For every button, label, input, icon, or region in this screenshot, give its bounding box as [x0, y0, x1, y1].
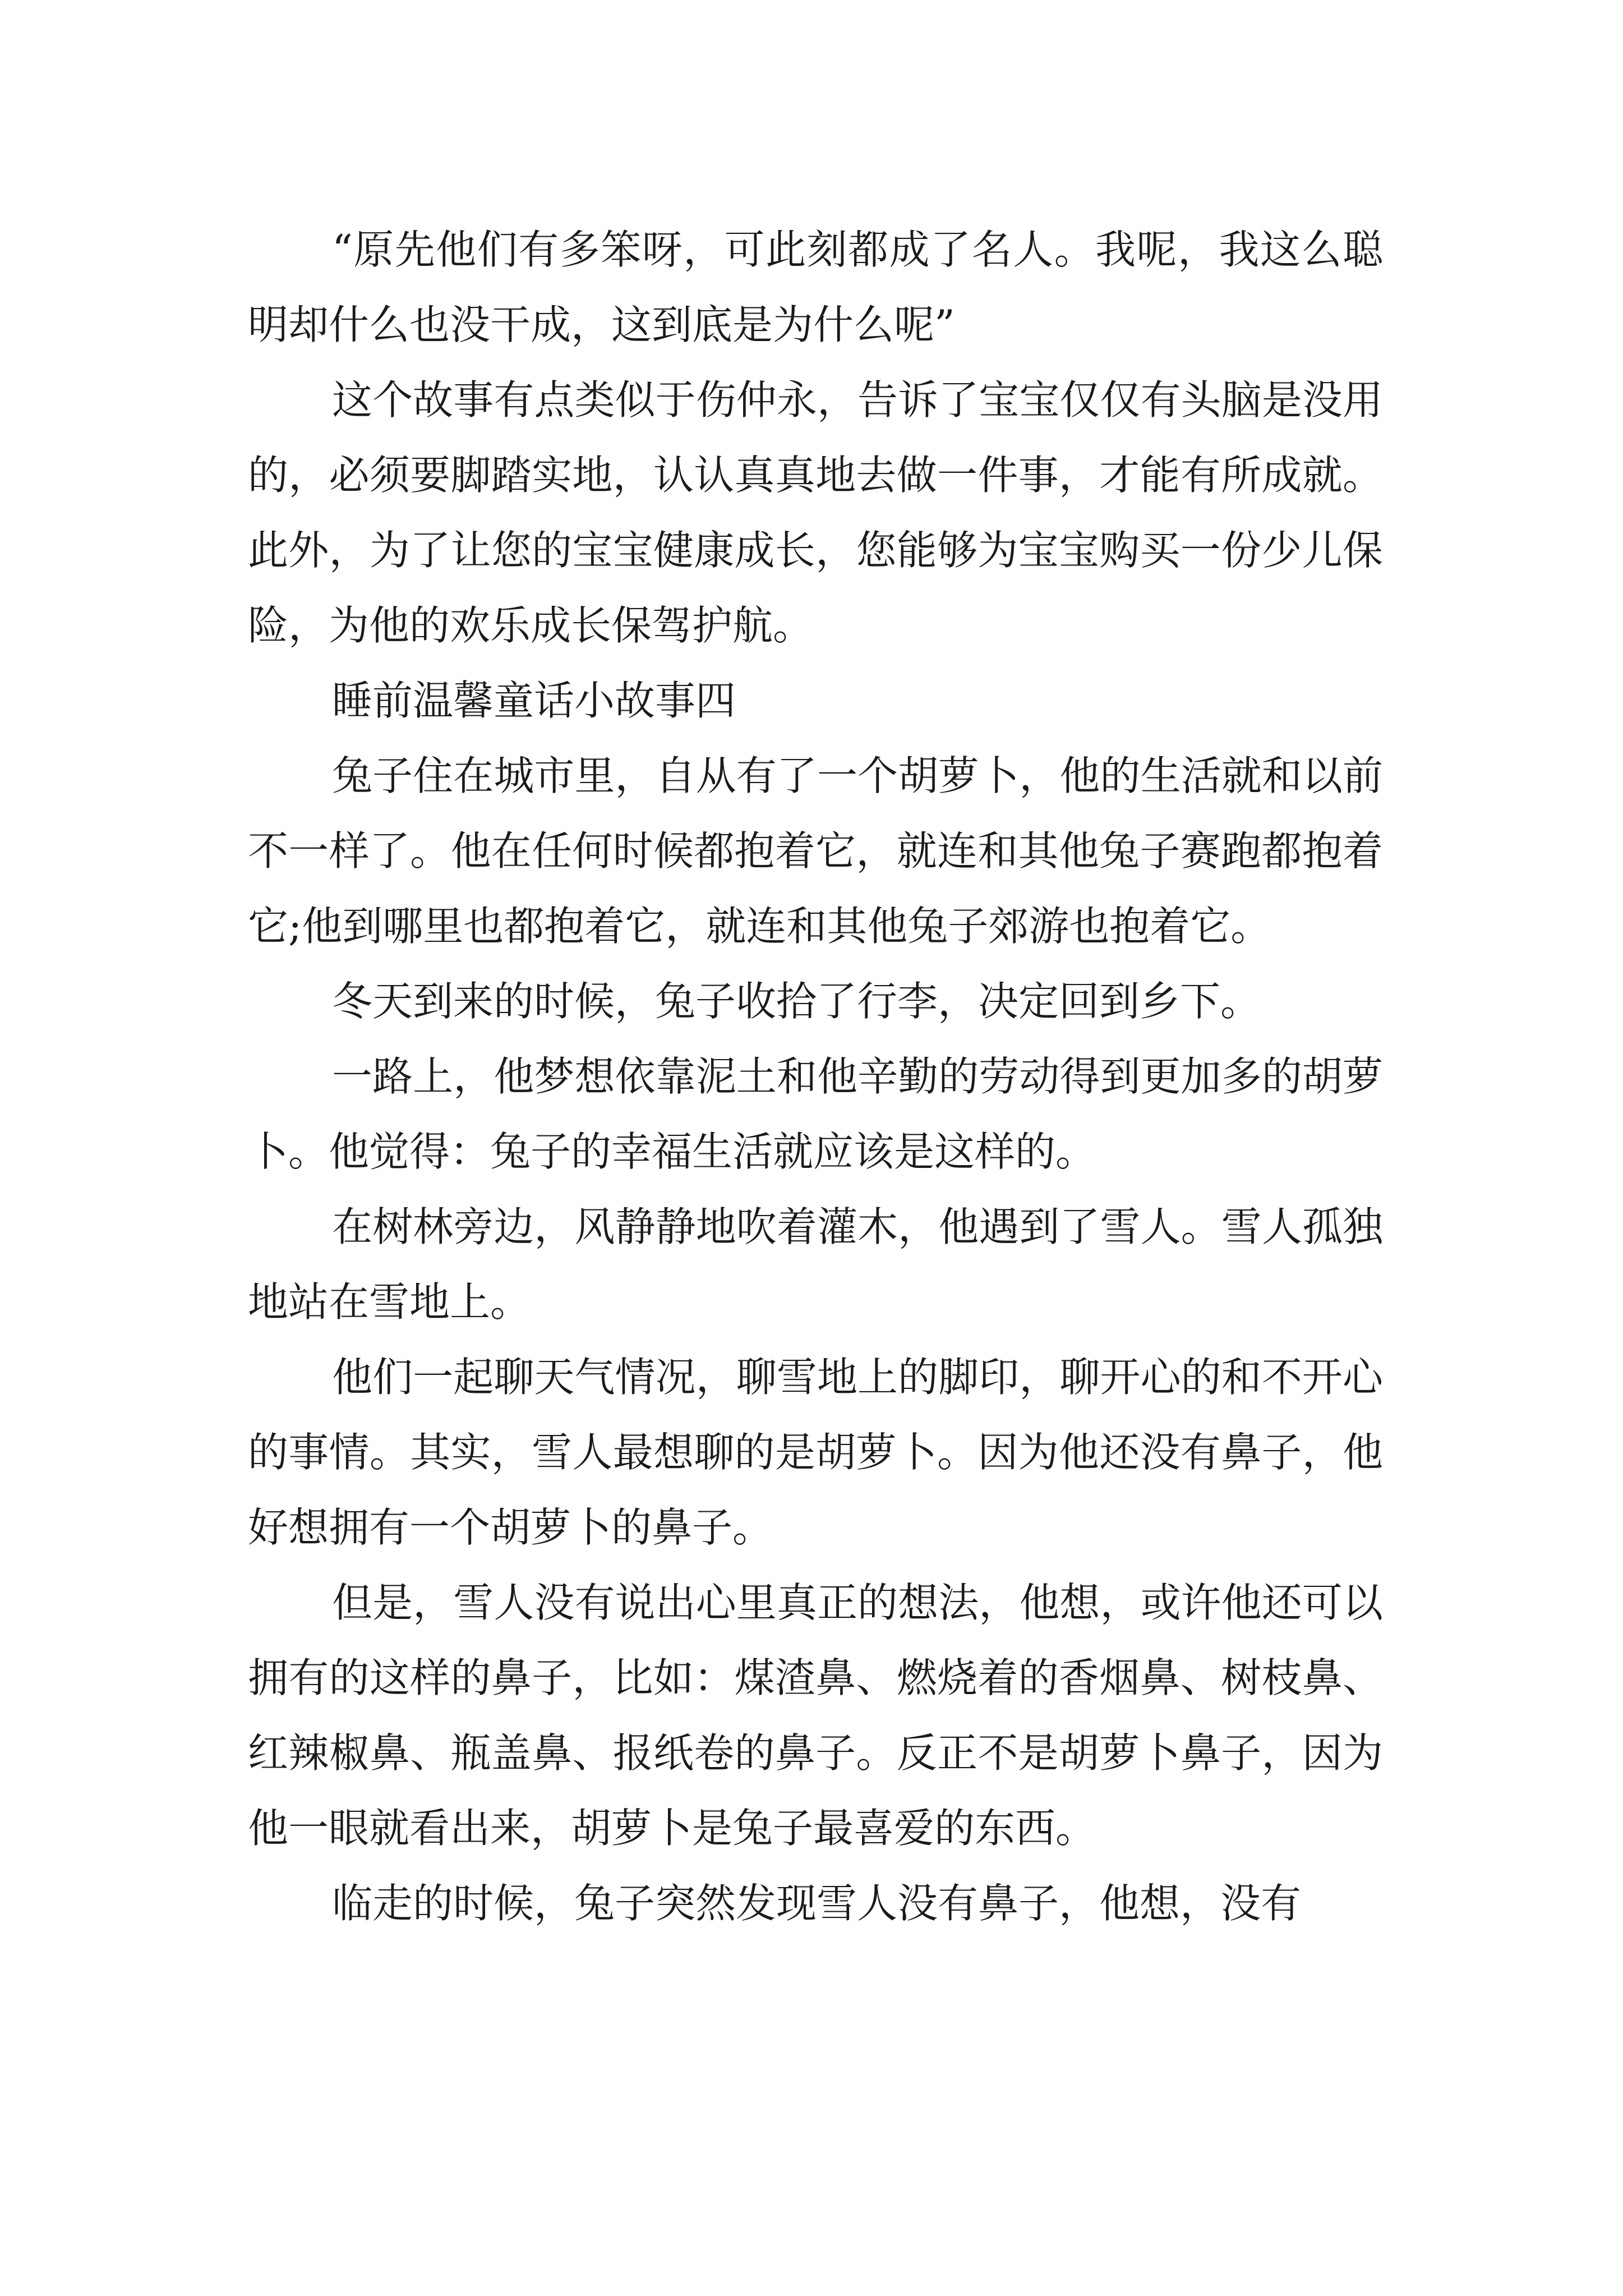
paragraph-6: 一路上，他梦想依靠泥土和他辛勤的劳动得到更加多的胡萝卜。他觉得：兔子的幸福生活就应该是这样的。 [248, 1053, 1383, 1175]
paragraph-5: 冬天到来的时候，兔子收拾了行李，决定回到乡下。 [332, 978, 1261, 1025]
paragraph-7: 在树林旁边，风静静地吹着灌木，他遇到了雪人。雪人孤独地站在雪地上。 [248, 1203, 1383, 1326]
section-heading: 睡前温馨童话小故事四 [332, 677, 736, 724]
paragraph-10: 临走的时候，兔子突然发现雪人没有鼻子，他想，没有 [332, 1880, 1302, 1927]
paragraph-1: “原先他们有多笨呀，可此刻都成了名人。我呢，我这么聪明却什么也没干成，这到底是为什么呢” [248, 226, 1383, 348]
paragraph-2: 这个故事有点类似于伤仲永，告诉了宝宝仅仅有头脑是没用的，必须要脚踏实地，认认真真地去做一件事，才能有所成就。此外，为了让您的宝宝健康成长，您能够为宝宝购买一份少儿保险，为他的欢乐成长保驾护航。 [248, 376, 1383, 649]
paragraph-8: 他们一起聊天气情况，聊雪地上的脚印，聊开心的和不开心的事情。其实，雪人最想聊的是胡萝卜。因为他还没有鼻子，他好想拥有一个胡萝卜的鼻子。 [248, 1354, 1383, 1551]
paragraph-4: 兔子住在城市里，自从有了一个胡萝卜，他的生活就和以前不一样了。他在任何时候都抱着它，就连和其他兔子赛跑都抱着它;他到哪里也都抱着它，就连和其他兔子郊游也抱着它。 [248, 752, 1383, 950]
document-page [248, 212, 1383, 1941]
paragraph-9: 但是，雪人没有说出心里真正的想法，他想，或许他还可以拥有的这样的鼻子，比如：煤渣鼻、燃烧着的香烟鼻、树枝鼻、红辣椒鼻、瓶盖鼻、报纸卷的鼻子。反正不是胡萝卜鼻子，因为他一眼就看出来，胡萝卜是兔子最喜爱的东西。 [248, 1579, 1383, 1852]
